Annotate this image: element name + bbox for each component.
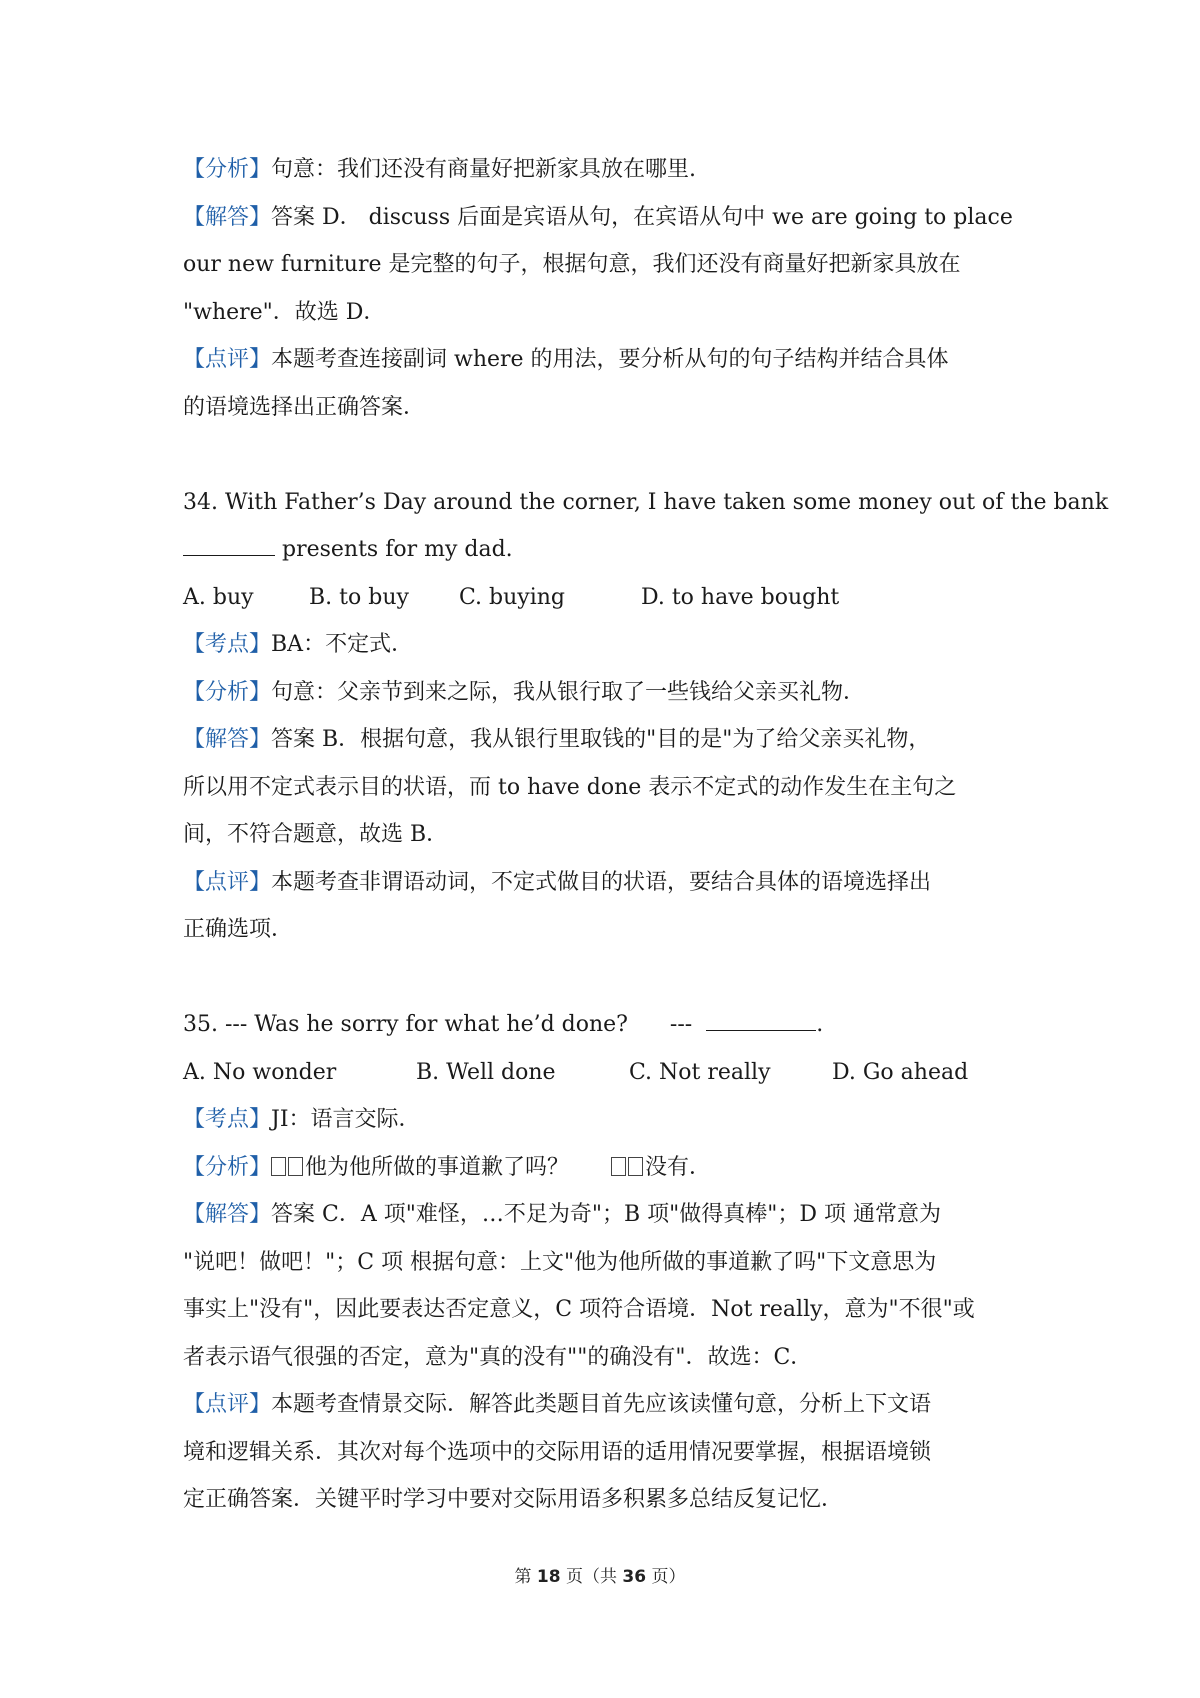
q34-stem-line-1: 34. With Father’s Day around the corner, I have taken some money out of the bank: [183, 489, 1109, 515]
document-page: [183, 146, 1109, 1524]
q34-comment-text-1: 本题考查非谓语动词，不定式做目的状语，要结合具体的语境选择出: [271, 869, 932, 895]
q35-answer-line-3: 事实上"没有"，因此要表达否定意义，C 项符合语境．Not really，意为"不很"或: [183, 1297, 975, 1322]
q35-blank: [706, 1012, 816, 1031]
spacer: [183, 954, 1031, 1002]
analysis-tag: 【分析】: [183, 679, 272, 705]
answer-tag: 【解答】: [183, 1202, 272, 1227]
q35-comment-line-2: 境和逻辑关系．其次对每个选项中的交际用语的适用情况要掌握，根据语境锁: [183, 1439, 932, 1465]
answer-tag: 【解答】: [183, 204, 272, 230]
q33-comment-text-1: 本题考查连接副词 where 的用法，要分析从句的句子结构并结合具体: [271, 347, 949, 372]
q34-answer-line-3: 间，不符合题意，故选 B．: [183, 822, 449, 847]
q34-blank: [183, 537, 275, 556]
q34-answer-line-1: [183, 716, 1031, 764]
q34-comment-line-1: [183, 859, 1031, 907]
q34-comment-line-2: 正确选项．: [183, 917, 294, 942]
q35-option-d: D. Go ahead: [832, 1059, 969, 1085]
q35-point: [183, 1096, 1031, 1144]
q34-option-b: B. to buy: [309, 584, 409, 610]
q33-answer-line-2: our new furniture 是完整的句子，根据句意，我们还没有商量好把新家具放在: [183, 252, 961, 277]
q34-point-text: BA：不定式．: [271, 632, 414, 657]
q33-analysis-text: 句意：我们还没有商量好把新家具放在哪里.: [271, 157, 697, 182]
q33-answer-text-1: 答案 D． discuss 后面是宾语从句，在宾语从句中 we are going to place: [271, 204, 1013, 230]
q34-analysis: [183, 669, 1031, 717]
q35-analysis: [183, 1144, 1031, 1192]
footer-middle: 页（共: [560, 1567, 623, 1587]
q35-point-text: JI：语言交际．: [271, 1107, 421, 1132]
q35-option-a: A. No wonder: [183, 1059, 337, 1085]
spacer: [183, 431, 1031, 479]
q35-comment-line-3: 定正确答案．关键平时学习中要对交际用语多积累多总结反复记忆．: [183, 1487, 844, 1512]
q35-option-b: B. Well done: [416, 1059, 556, 1085]
q34-options: [183, 574, 1031, 622]
q34-option-d: D. to have bought: [641, 584, 840, 610]
q34-option-a: A. buy: [183, 584, 254, 610]
q34-answer-line-2: 所以用不定式表示目的状语，而 to have done 表示不定式的动作发生在主句之: [183, 774, 957, 800]
q33-comment-line-2: 的语境选择出正确答案．: [183, 394, 426, 420]
q34-stem-line-2: [183, 526, 1031, 574]
q35-options: [183, 1049, 1031, 1097]
footer-prefix: 第: [514, 1567, 537, 1587]
missing-glyph-icon: [628, 1157, 643, 1176]
q35-answer-line-1: [183, 1191, 1031, 1239]
q33-analysis: [183, 146, 1031, 194]
q35-stem: [183, 1001, 1031, 1049]
q34-point: [183, 621, 1031, 669]
footer-suffix: 页）: [646, 1567, 686, 1587]
footer-current-page: 18: [536, 1567, 561, 1587]
analysis-tag: 【分析】: [183, 157, 272, 182]
q35-answer-text-1: 答案 C．A 项"难怪，…不足为奇"；B 项"做得真棒"；D 项 通常意为: [271, 1202, 941, 1227]
q33-answer-line-3: "where"．故选 D．: [183, 299, 386, 325]
q35-analysis-text-2: 没有．: [644, 1154, 711, 1180]
comment-tag: 【点评】: [183, 1392, 272, 1417]
q35-answer-line-2: "说吧！做吧！"；C 项 根据句意：上文"他为他所做的事道歉了吗"下文意思为: [183, 1249, 937, 1275]
point-tag: 【考点】: [183, 632, 272, 657]
q35-comment-text-1: 本题考查情景交际．解答此类题目首先应该读懂句意，分析上下文语: [271, 1392, 932, 1417]
missing-glyph-icon: [271, 1157, 286, 1176]
q34-option-c: C. buying: [459, 584, 566, 610]
footer-total-pages: 36: [622, 1567, 647, 1587]
q35-comment-line-1: [183, 1381, 1031, 1429]
q33-comment-line-1: [183, 336, 1031, 384]
comment-tag: 【点评】: [183, 869, 272, 895]
missing-glyph-icon: [611, 1157, 626, 1176]
page-number-footer: [0, 1562, 1200, 1587]
q35-analysis-text-1: 他为他所做的事道歉了吗？: [305, 1154, 611, 1180]
point-tag: 【考点】: [183, 1107, 272, 1132]
missing-glyph-icon: [288, 1157, 303, 1176]
answer-tag: 【解答】: [183, 727, 272, 752]
q35-stem-text: 35. --- Was he sorry for what he’d done? ---: [183, 1012, 707, 1037]
q35-answer-line-4: 者表示语气很强的否定，意为"真的没有""的确没有"．故选：C．: [183, 1344, 813, 1370]
comment-tag: 【点评】: [183, 347, 272, 372]
q33-answer-line-1: [183, 194, 1031, 242]
q34-answer-text-1: 答案 B．根据句意，我从银行里取钱的"目的是"为了给父亲买礼物，: [271, 727, 931, 752]
q35-stem-end: .: [816, 1012, 824, 1037]
q35-option-c: C. Not really: [629, 1059, 771, 1085]
analysis-tag: 【分析】: [183, 1154, 272, 1180]
q34-stem-text-2: presents for my dad.: [275, 537, 513, 562]
q34-analysis-text: 句意：父亲节到来之际，我从银行取了一些钱给父亲买礼物．: [271, 679, 866, 705]
